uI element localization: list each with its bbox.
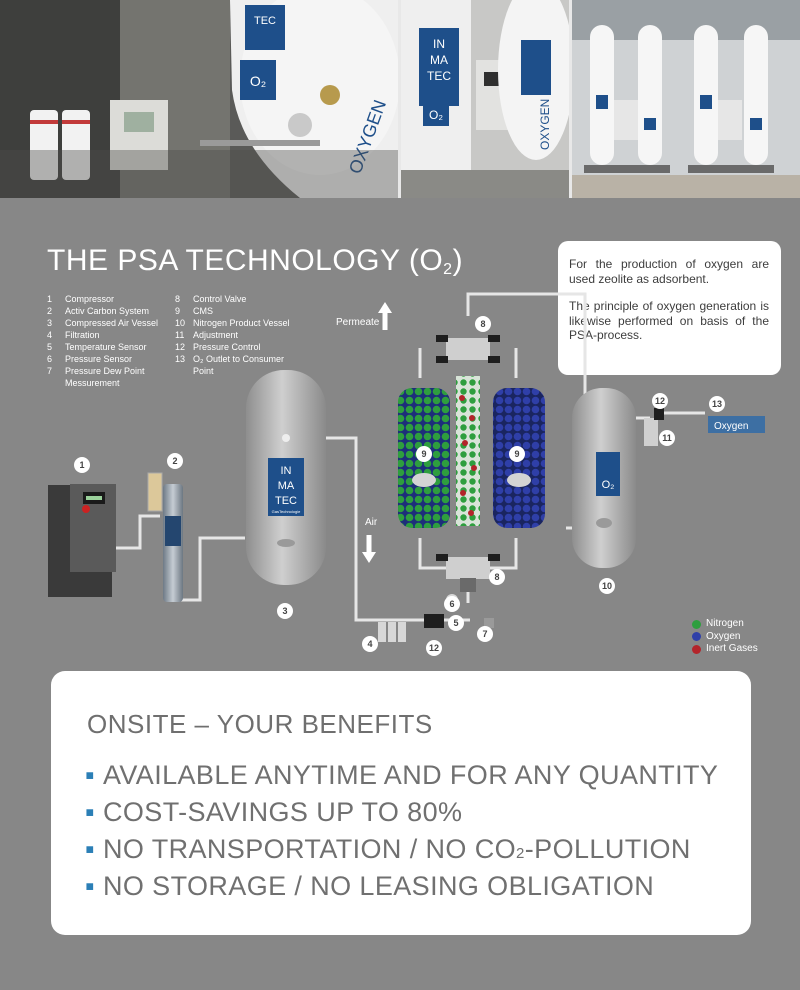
badge-8-bottom	[489, 569, 505, 585]
svg-text:OXYGEN: OXYGEN	[344, 97, 391, 177]
svg-text:12: 12	[654, 396, 666, 406]
svg-text:11: 11	[662, 433, 672, 443]
psa-process-diagram	[0, 198, 800, 668]
badge-10	[599, 578, 615, 594]
svg-text:7: 7	[482, 629, 488, 639]
callout-text-2: The principle of oxygen generation is likewise performed on basis of the PSA-process.	[569, 299, 769, 342]
benefit-item: ▪ AVAILABLE ANYTIME AND FOR ANY QUANTITY	[85, 760, 719, 790]
oxygen-dot-icon	[692, 632, 701, 641]
photo-installation-interior	[0, 0, 398, 198]
svg-text:5: 5	[453, 618, 459, 628]
benefits-title: ONSITE – YOUR BENEFITS	[87, 709, 433, 739]
component-item: 9 CMS	[175, 306, 213, 316]
vessel-brand-tec: TEC	[275, 495, 297, 507]
badge-12-bottom	[426, 640, 442, 656]
badge-4	[362, 636, 378, 652]
oxygen-outlet-label: Oxygen	[714, 421, 749, 432]
badge-6	[444, 596, 460, 612]
permeate-label: Permeate	[336, 317, 380, 328]
benefit-item: ▪ NO TRANSPORTATION / NO CO 2 -POLLUTION	[85, 834, 691, 864]
oxygen-outlet	[708, 416, 765, 433]
svg-text:13: 13	[711, 399, 723, 409]
filtration	[378, 594, 494, 642]
component-item: 6 Pressure Sensor	[47, 354, 133, 364]
badge-13	[709, 396, 725, 412]
component-item: 12 Pressure Control	[175, 342, 261, 352]
svg-text:O₂: O₂	[249, 73, 267, 89]
svg-text:2: 2	[172, 456, 178, 466]
badge-12-right	[652, 393, 668, 409]
svg-text:8: 8	[480, 319, 486, 329]
inert-gas-dot-icon	[692, 645, 701, 654]
photo-tank-array	[572, 0, 800, 198]
gas-legend-oxygen: Oxygen	[692, 631, 758, 644]
badge-8-top	[475, 316, 491, 332]
component-item: 11 Adjustment	[175, 330, 239, 340]
component-item: 5 Temperature Sensor	[47, 342, 147, 352]
benefits-card	[51, 671, 751, 935]
nitrogen-dot-icon	[692, 620, 701, 629]
gas-legend	[692, 618, 758, 656]
svg-text:O₂: O₂	[429, 108, 443, 122]
permeate-arrow-icon	[378, 302, 392, 330]
svg-text:OXYGEN: OXYGEN	[538, 98, 552, 150]
badge-9-right	[509, 446, 525, 462]
svg-text:1: 1	[79, 460, 85, 470]
bullet-icon: ▪	[85, 760, 95, 790]
product-vessel-o2: O₂	[601, 479, 615, 491]
component-item: 8 Control Valve	[175, 294, 247, 304]
bullet-icon: ▪	[85, 797, 95, 827]
svg-text:4: 4	[367, 639, 373, 649]
component-item: 13 O₂ Outlet to Consumer	[175, 354, 285, 364]
nitrogen-product-vessel	[572, 388, 636, 568]
compressor	[48, 484, 116, 597]
photo-strip	[0, 0, 800, 198]
component-item: Messurement	[65, 378, 120, 388]
gas-legend-inert: Inert Gases	[692, 643, 758, 656]
component-item: 10 Nitrogen Product Vessel	[175, 318, 290, 328]
badge-1	[74, 457, 90, 473]
svg-text:12: 12	[428, 643, 440, 653]
photo-oxygen-generator	[401, 0, 569, 198]
air-arrow-icon	[362, 535, 376, 563]
component-item: 1 Compressor	[47, 294, 115, 304]
svg-text:6: 6	[449, 599, 455, 609]
component-item: 3 Compressed Air Vessel	[47, 318, 159, 328]
vessel-brand-tag: GasTechnologie	[271, 509, 301, 514]
badge-2	[167, 453, 183, 469]
component-item: 4 Filtration	[47, 330, 100, 340]
component-item: 7 Pressure Dew Point	[47, 366, 145, 376]
svg-text:8: 8	[494, 572, 500, 582]
svg-text:9: 9	[421, 449, 427, 459]
compressed-air-vessel	[246, 370, 326, 585]
svg-text:10: 10	[601, 581, 613, 591]
badge-9-left	[416, 446, 432, 462]
svg-text:IN: IN	[433, 37, 445, 51]
gas-legend-nitrogen: Nitrogen	[692, 618, 758, 631]
vessel-brand-in: IN	[280, 465, 292, 477]
svg-text:9: 9	[514, 449, 520, 459]
photo-brand-text: TEC	[254, 15, 276, 27]
psa-technology-section	[0, 198, 800, 990]
svg-text:3: 3	[282, 606, 288, 616]
benefit-item: ▪ NO STORAGE / NO LEASING OBLIGATION	[85, 871, 655, 901]
badge-11	[659, 430, 675, 446]
vessel-brand-ma: MA	[277, 480, 295, 492]
page-title: THE PSA TECHNOLOGY $(O_2)$	[47, 244, 464, 278]
bullet-icon: ▪	[85, 834, 95, 864]
svg-text:TEC: TEC	[427, 69, 451, 83]
badge-5	[448, 615, 464, 631]
svg-text:MA: MA	[430, 53, 448, 67]
badge-7	[477, 626, 493, 642]
component-item: 2 Activ Carbon System	[47, 306, 150, 316]
component-item: Point	[193, 366, 214, 376]
activ-carbon-system	[148, 473, 183, 602]
benefit-item: ▪ COST-SAVINGS UP TO 80%	[85, 797, 463, 827]
bullet-icon: ▪	[85, 871, 95, 901]
badge-3	[277, 603, 293, 619]
air-label: Air	[365, 517, 378, 528]
callout-text-1: For the production of oxygen are used zeolite as adsorbent.	[569, 257, 769, 286]
